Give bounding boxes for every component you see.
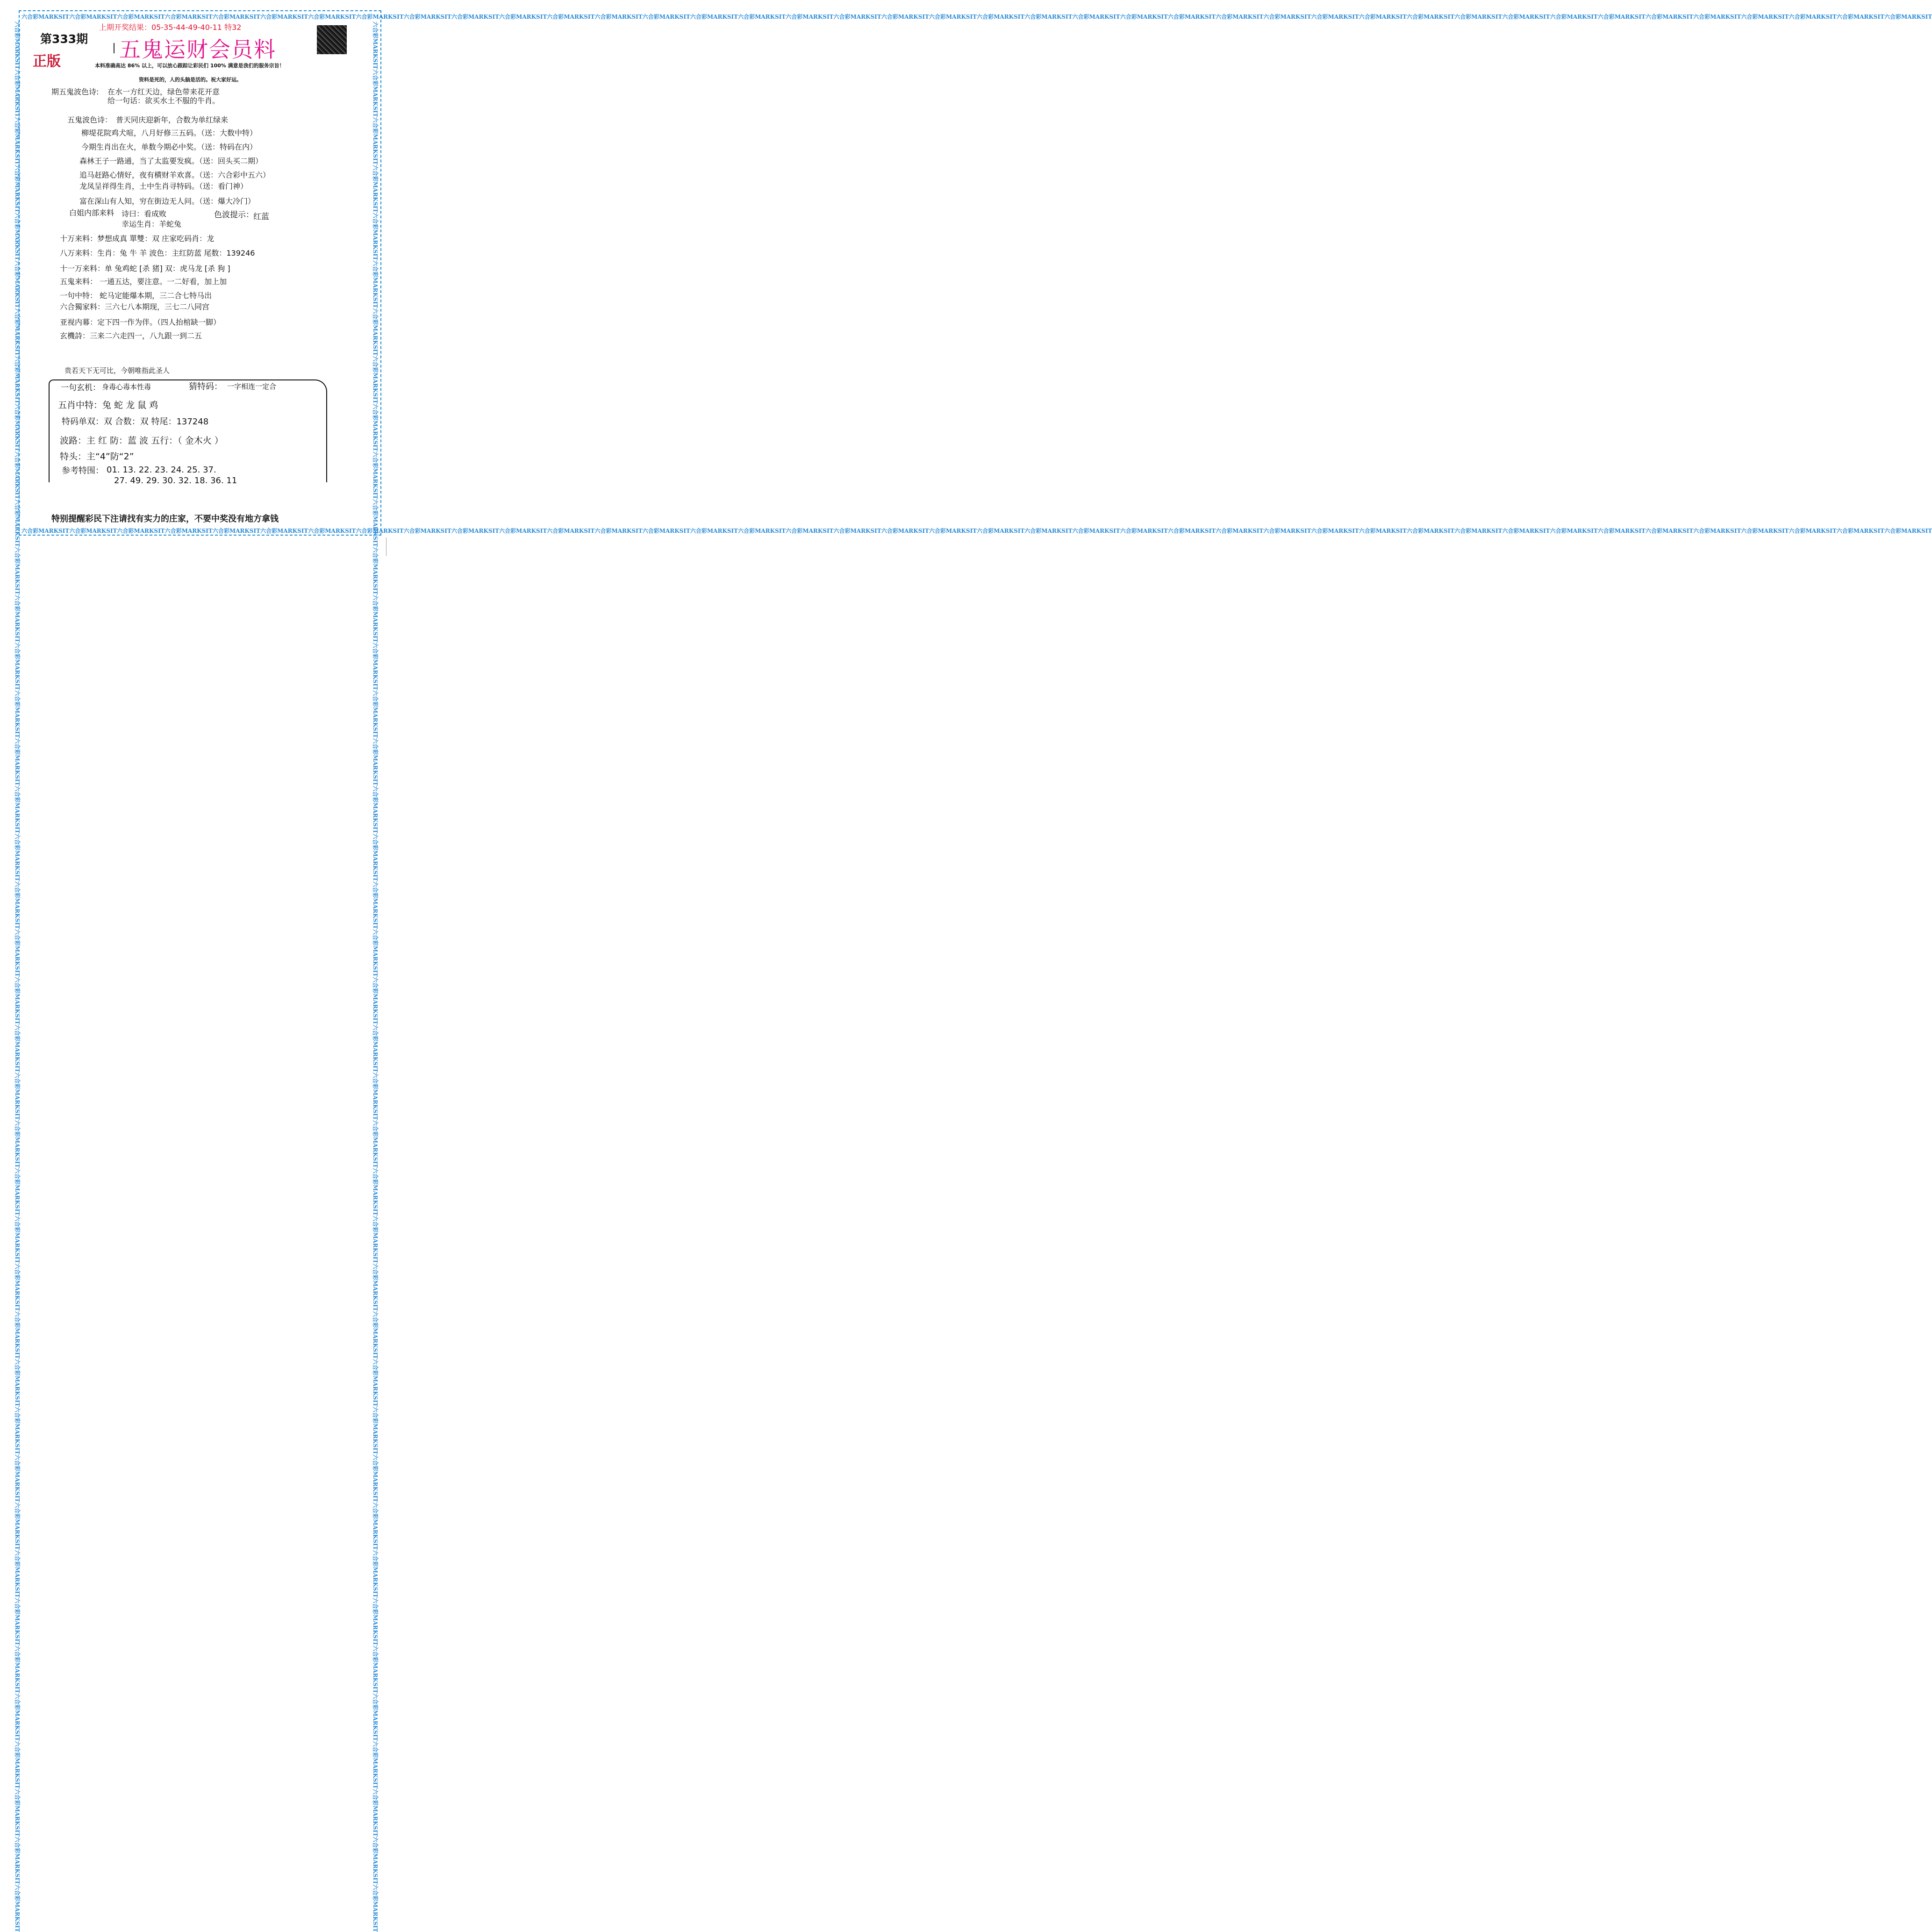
five-zodiac-line: 五肖中特：兔 蛇 龙 鼠 鸡 <box>58 400 158 410</box>
poem2-label: 五鬼波色诗： <box>67 115 113 124</box>
wave-line: 波路：主 红 防：蓝 波 五行：（ 金木火 ） <box>60 436 223 446</box>
slogan-accuracy: 本料准确高达 86% 以上，可以放心跟踪让彩民们 100% 满意是我们的服务宗旨！ <box>95 63 285 69</box>
reference-numbers-line1: 01. 13. 22. 23. 24. 25. 37. <box>107 465 216 475</box>
head-line: 特头：主“4”防“2” <box>60 451 134 462</box>
odd-even-line: 特码单双：双 合数：双 特尾：137248 <box>62 417 209 427</box>
poem1-line2: 给一句话：欲买水土不服的牛肖。 <box>107 96 220 105</box>
item-line: 八万来料：生肖：兔 牛 羊 波色：主红防蓝 尾数：139246 <box>60 249 255 258</box>
item-line: 五鬼来料： 一通五达，要注意。一二好看，加上加 <box>60 277 227 286</box>
item-line: 十一万来料：单 兔鸡蛇 [杀 猪] 双：虎马龙 [杀 狗 ] <box>60 264 230 273</box>
poem2-line: 追马赶路心情好，夜有横财羊欢喜。（送：六合彩中五六） <box>79 171 271 179</box>
poem1-line1: 在水一方红天边，绿色带来花开意 <box>107 87 220 96</box>
poem2-line: 柳堤花院鸡犬喧，八月好修三五码。（送：大数中特） <box>81 129 258 137</box>
slogan-luck: 资料是死的，人的头脑是活的。祝大家好运。 <box>139 77 242 83</box>
color-hint-value: 红蓝 <box>253 212 269 222</box>
reference-label: 参考特围： <box>62 466 104 476</box>
genuine-label: 正版 <box>33 53 61 70</box>
issue-number: 第333期 <box>40 32 88 46</box>
item-line: 亚视内幕：定下四一作为伴。（四人抬棺缺一脚） <box>60 318 221 327</box>
insider-lucky-zodiac: 幸运生肖：羊蛇兔 <box>122 220 182 229</box>
footer-warning: 特别提醒彩民下注请找有实力的庄家，不要中奖没有地方拿钱 <box>51 514 279 524</box>
insider-poem: 诗曰：看成败 <box>122 209 167 218</box>
poem2-line1: 普天同庆迎新年，合数为单红绿来 <box>116 115 229 124</box>
reference-numbers-line2: 27. 49. 29. 30. 32. 18. 36. 11 <box>114 476 237 486</box>
color-hint-label: 色波提示： <box>214 210 254 220</box>
poem2-line: 富在深山有人知，穷在街边无人问。（送：爆大冷门） <box>79 197 256 206</box>
qr-code-icon <box>317 25 347 54</box>
item-line: 十万来料：梦想成真 單雙：双 庄家吃码肖：龙 <box>60 234 215 243</box>
poem2-line: 龙凤呈祥得生肖，土中生肖寻特码。（送：看门神） <box>79 182 248 191</box>
page-title: 五鬼运财会员料 <box>119 37 276 62</box>
item-line: 六合獨家料：三六七八本期现，三七二八同宫 <box>60 302 210 311</box>
item-line: 一句中特： 蛇马定能爆本期，三二合七特马出 <box>60 291 212 300</box>
insider-label: 白姐内部来料 <box>69 208 114 217</box>
poem2-line: 森林王子一路通，当了太监要发疯。（送：回头买二期） <box>79 157 263 165</box>
poem1-label: 期五鬼波色诗: <box>51 87 99 96</box>
hint-value: 身毒心毒本性毒 <box>102 383 151 391</box>
item-line: 玄機詩：三来二六走四一，八九跟一到二五 <box>60 331 202 340</box>
last-draw-result: 上期开奖结果：05-35-44-49-40-11 特32 <box>99 23 242 32</box>
guess-label: 猜特码： <box>189 382 222 392</box>
border-watermark-left: 六合彩MARKSIT六合彩MARKSIT六合彩MARKSIT六合彩MARKSIT六合彩MARKSIT六合彩MARKSIT六合彩MARKSIT六合彩MARKSIT六合彩MARKSIT六合彩MARKSIT六合彩MARKSIT六合彩MARKSIT六合彩MARKSIT六合彩MARKSIT六合彩MARKSIT六合彩MARKSIT六合彩MARKSIT六合彩MARKSIT六合彩MARKSIT六合彩MARKSIT六合彩MARKSIT六合彩MARKSIT六合彩MARKSIT六合彩MARKSIT六合彩MARKSIT六合彩MARKSIT六合彩MARKSIT六合彩MARKSIT六合彩MARKSIT六合彩MARKSIT六合彩MARKSIT六合彩MARKSIT六合彩MARKSIT六合彩MARKSIT六合彩MARKSIT六合彩MARKSIT六合彩MARKSIT六合彩MARKSIT六合彩MARKSIT六合彩MARKSIT <box>14 21 21 1932</box>
quote-line: 贵若天下无可比，今朝唯指此圣人 <box>64 366 170 375</box>
poem2-line: 今期生肖出在火，单数今期必中奖。（送：特码在内） <box>81 143 258 151</box>
border-watermark-right: 六合彩MARKSIT六合彩MARKSIT六合彩MARKSIT六合彩MARKSIT六合彩MARKSIT六合彩MARKSIT六合彩MARKSIT六合彩MARKSIT六合彩MARKSIT六合彩MARKSIT六合彩MARKSIT六合彩MARKSIT六合彩MARKSIT六合彩MARKSIT六合彩MARKSIT六合彩MARKSIT六合彩MARKSIT六合彩MARKSIT六合彩MARKSIT六合彩MARKSIT六合彩MARKSIT六合彩MARKSIT六合彩MARKSIT六合彩MARKSIT六合彩MARKSIT六合彩MARKSIT六合彩MARKSIT六合彩MARKSIT六合彩MARKSIT六合彩MARKSIT六合彩MARKSIT六合彩MARKSIT六合彩MARKSIT六合彩MARKSIT六合彩MARKSIT六合彩MARKSIT六合彩MARKSIT六合彩MARKSIT六合彩MARKSIT六合彩MARKSIT <box>372 21 379 1932</box>
border-watermark-top: 六合彩MARKSIT六合彩MARKSIT六合彩MARKSIT六合彩MARKSIT六合彩MARKSIT六合彩MARKSIT六合彩MARKSIT六合彩MARKSIT六合彩MARKSIT六合彩MARKSIT六合彩MARKSIT六合彩MARKSIT六合彩MARKSIT六合彩MARKSIT六合彩MARKSIT六合彩MARKSIT六合彩MARKSIT六合彩MARKSIT六合彩MARKSIT六合彩MARKSIT六合彩MARKSIT六合彩MARKSIT六合彩MARKSIT六合彩MARKSIT六合彩MARKSIT六合彩MARKSIT六合彩MARKSIT六合彩MARKSIT六合彩MARKSIT六合彩MARKSIT六合彩MARKSIT六合彩MARKSIT六合彩MARKSIT六合彩MARKSIT六合彩MARKSIT六合彩MARKSIT六合彩MARKSIT六合彩MARKSIT六合彩MARKSIT六合彩MARKSIT <box>21 14 1932 20</box>
border-watermark-bottom: 六合彩MARKSIT六合彩MARKSIT六合彩MARKSIT六合彩MARKSIT六合彩MARKSIT六合彩MARKSIT六合彩MARKSIT六合彩MARKSIT六合彩MARKSIT六合彩MARKSIT六合彩MARKSIT六合彩MARKSIT六合彩MARKSIT六合彩MARKSIT六合彩MARKSIT六合彩MARKSIT六合彩MARKSIT六合彩MARKSIT六合彩MARKSIT六合彩MARKSIT六合彩MARKSIT六合彩MARKSIT六合彩MARKSIT六合彩MARKSIT六合彩MARKSIT六合彩MARKSIT六合彩MARKSIT六合彩MARKSIT六合彩MARKSIT六合彩MARKSIT六合彩MARKSIT六合彩MARKSIT六合彩MARKSIT六合彩MARKSIT六合彩MARKSIT六合彩MARKSIT六合彩MARKSIT六合彩MARKSIT六合彩MARKSIT六合彩MARKSIT <box>21 528 1932 534</box>
hint-label: 一句玄机： <box>61 383 100 393</box>
guess-value: 一字相连一定合 <box>227 382 277 391</box>
